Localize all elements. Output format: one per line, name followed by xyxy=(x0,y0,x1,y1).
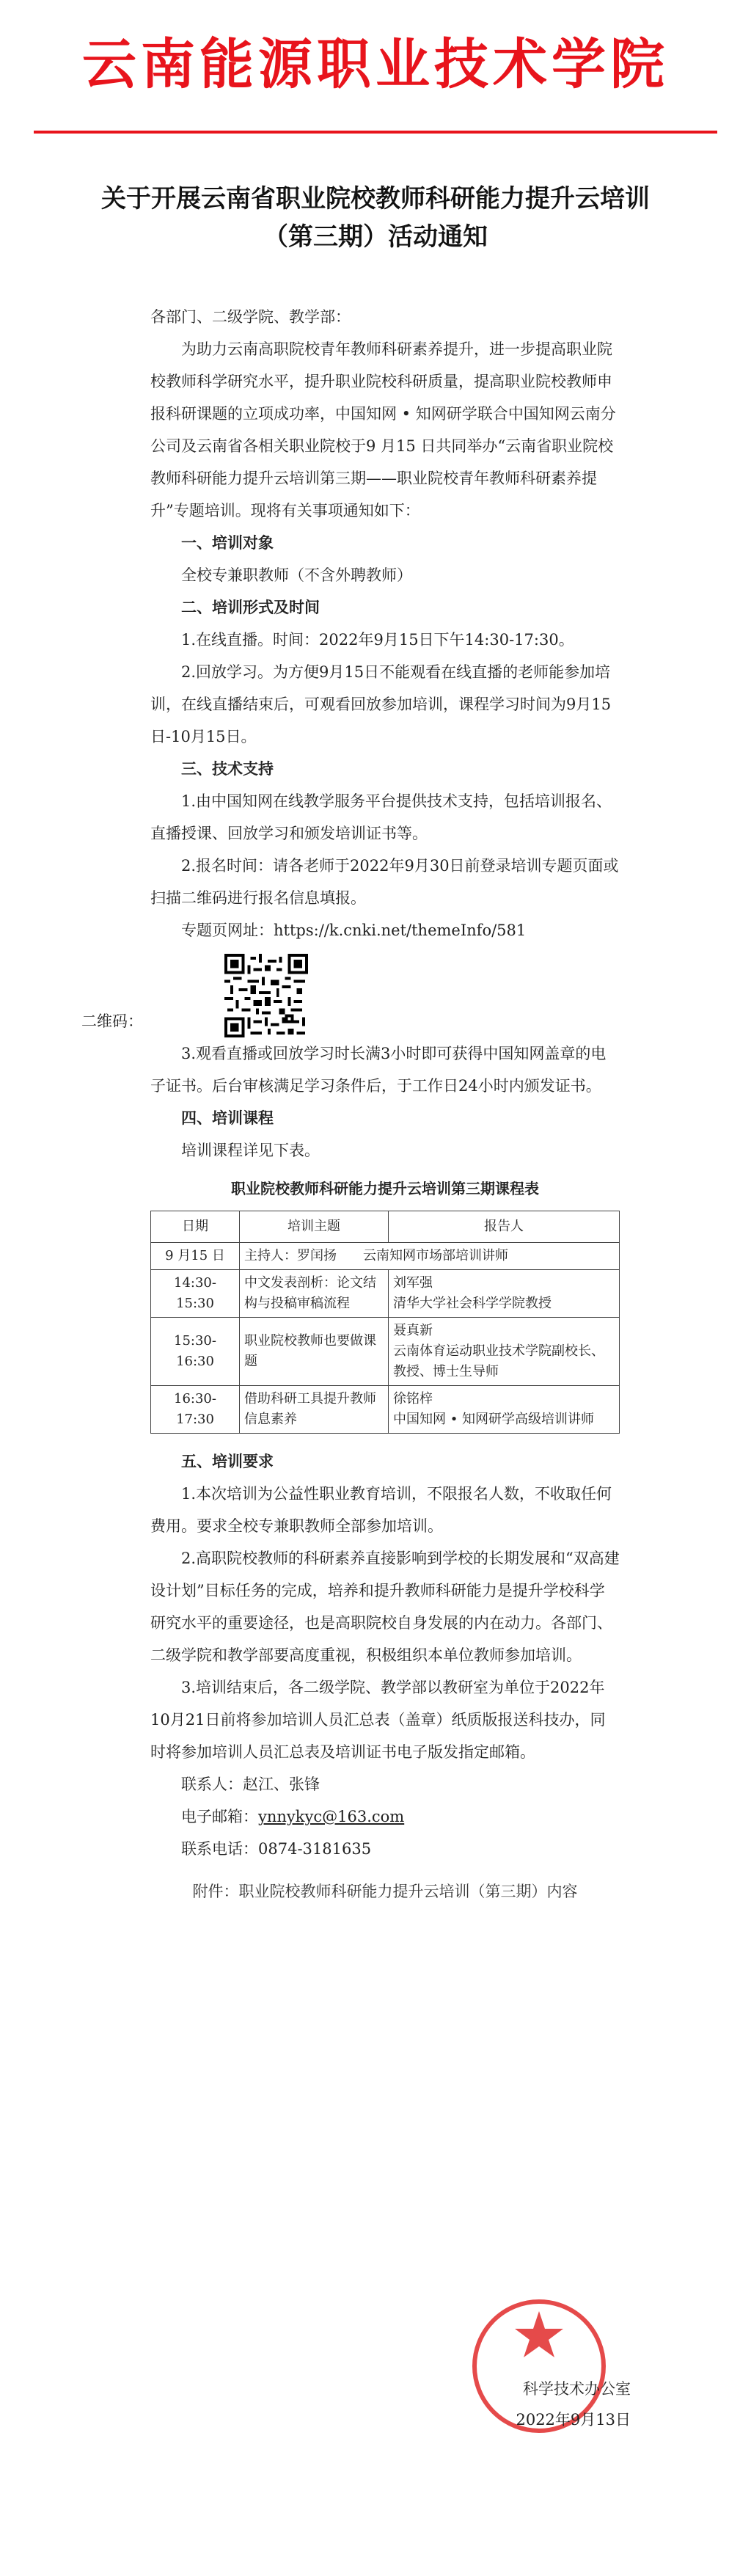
email-label: 电子邮箱： xyxy=(181,1808,258,1825)
table-row xyxy=(151,1318,620,1386)
section-text: 1.在线直播。时间：2022年9月15日下午14:30-17:30。 xyxy=(181,631,574,649)
section-text: 2.回放学习。为方便9月15日不能观看在线直播的老师能参加培训，在线直播结束后，可观看回放参加培训，课程学习时间为9月15日-10月15日。 xyxy=(150,663,612,745)
section-text: 全校专兼职教师（不含外聘教师） xyxy=(181,566,412,584)
section-heading: 二、培训形式及时间 xyxy=(181,599,320,616)
schedule-table xyxy=(150,1211,620,1434)
qr-block xyxy=(33,946,620,1037)
topic-cell: 中文发表剖析：论文结构与投稿审稿流程 xyxy=(240,1270,389,1318)
section-text: 1.由中国知网在线教学服务平台提供技术支持，包括培训报名、直播授课、回放学习和颁发培训证书等。 xyxy=(150,792,612,842)
signature-block xyxy=(440,2374,631,2435)
school-name: 云南能源职业技术学院 xyxy=(82,33,669,96)
table-row xyxy=(151,1243,620,1270)
date-cell: 9 月15 日 xyxy=(151,1243,240,1270)
schedule-title: 职业院校教师科研能力提升云培训第三期课程表 xyxy=(231,1180,539,1197)
topic-cell: 借助科研工具提升教师信息素养 xyxy=(240,1386,389,1434)
section-heading: 四、培训课程 xyxy=(181,1109,274,1127)
email-link[interactable]: ynnykyc@163.com xyxy=(258,1808,405,1825)
table-row xyxy=(151,1270,620,1318)
column-header: 培训主题 xyxy=(240,1211,389,1243)
contact-email-line xyxy=(150,1800,620,1833)
contact-person: 联系人：赵江、张锋 xyxy=(181,1776,320,1793)
attachment-line[interactable]: 附件：职业院校教师科研能力提升云培训（第三期）内容 xyxy=(192,1883,578,1900)
signature-date: 2022年9月13日 xyxy=(516,2411,631,2429)
section-text: 3.观看直播或回放学习时长满3小时即可获得中国知网盖章的电子证书。后台审核满足学习条件后，于工作日24小时内颁发证书。 xyxy=(150,1045,607,1095)
speaker-cell: 聂真新 云南体育运动职业技术学院副校长、教授、博士生导师 xyxy=(389,1318,620,1386)
time-cell: 15:30-16:30 xyxy=(151,1318,240,1386)
section-heading: 一、培训对象 xyxy=(181,534,274,552)
column-header: 日期 xyxy=(151,1211,240,1243)
speaker-cell: 刘军强 清华大学社会科学学院教授 xyxy=(389,1270,620,1318)
time-cell: 16:30-17:30 xyxy=(151,1386,240,1434)
header-divider xyxy=(34,131,717,134)
section-heading: 五、培训要求 xyxy=(181,1453,274,1470)
url-line[interactable]: 专题页网址：https://k.cnki.net/themeInfo/581 xyxy=(181,922,527,939)
signature-office: 科学技术办公室 xyxy=(523,2380,631,2398)
section-text: 3.培训结束后，各二级学院、教学部以教研室为单位于2022年10月21日前将参加培训人员汇总表（盖章）纸质版报送科技办，同时将参加培训人员汇总表及培训证书电子版发指定邮箱。 xyxy=(150,1679,606,1761)
qr-code-icon[interactable] xyxy=(224,954,308,1037)
host-cell: 主持人：罗闰扬 云南知网市场部培训讲师 xyxy=(240,1243,620,1270)
intro-paragraph: 为助力云南高职院校青年教师科研素养提升，进一步提高职业院校教师科学研究水平，提升职业院校科研质量，提高职业院校教师申报科研课题的立项成功率，中国知网 • 知网研学联合中国知网云南分公司及云南省各相关职业院校于9 月15 日共同举办“云南省职业院校教师科研能力提升云培训第三期——职业院校青年教师科研素养提升”专题培训。现将有关事项通知如下： xyxy=(150,340,616,519)
section-text: 2.高职院校教师的科研素养直接影响到学校的长期发展和“双高建设计划”目标任务的完成，培养和提升教师科研能力是提升学校科学研究水平的重要途径，也是高职院校自身发展的内在动力。各部门、二级学院和教学部要高度重视，积极组织本单位教师参加培训。 xyxy=(150,1550,620,1664)
qr-label: 二维码： xyxy=(81,1012,143,1030)
table-row xyxy=(151,1386,620,1434)
section-heading: 三、技术支持 xyxy=(181,760,274,778)
time-cell: 14:30-15:30 xyxy=(151,1270,240,1318)
salutation: 各部门、二级学院、教学部： xyxy=(150,308,351,326)
topic-cell: 职业院校教师也要做课题 xyxy=(240,1318,389,1386)
notice-body xyxy=(81,301,620,1908)
section-text: 培训课程详见下表。 xyxy=(181,1142,320,1159)
notice-title: 关于开展云南省职业院校教师科研能力提升云培训（第三期）活动通知 xyxy=(101,184,650,252)
speaker-cell: 徐铭梓 中国知网 • 知网研学高级培训讲师 xyxy=(389,1386,620,1434)
table-header-row xyxy=(151,1211,620,1243)
letterhead xyxy=(0,0,751,117)
section-text: 1.本次培训为公益性职业教育培训，不限报名人数，不收取任何费用。要求全校专兼职教师全部参加培训。 xyxy=(150,1485,612,1535)
column-header: 报告人 xyxy=(389,1211,620,1243)
contact-phone: 联系电话：0874-3181635 xyxy=(181,1840,372,1858)
section-text: 2.报名时间：请各老师于2022年9月30日前登录培训专题页面或扫描二维码进行报名信息填报。 xyxy=(150,857,619,907)
